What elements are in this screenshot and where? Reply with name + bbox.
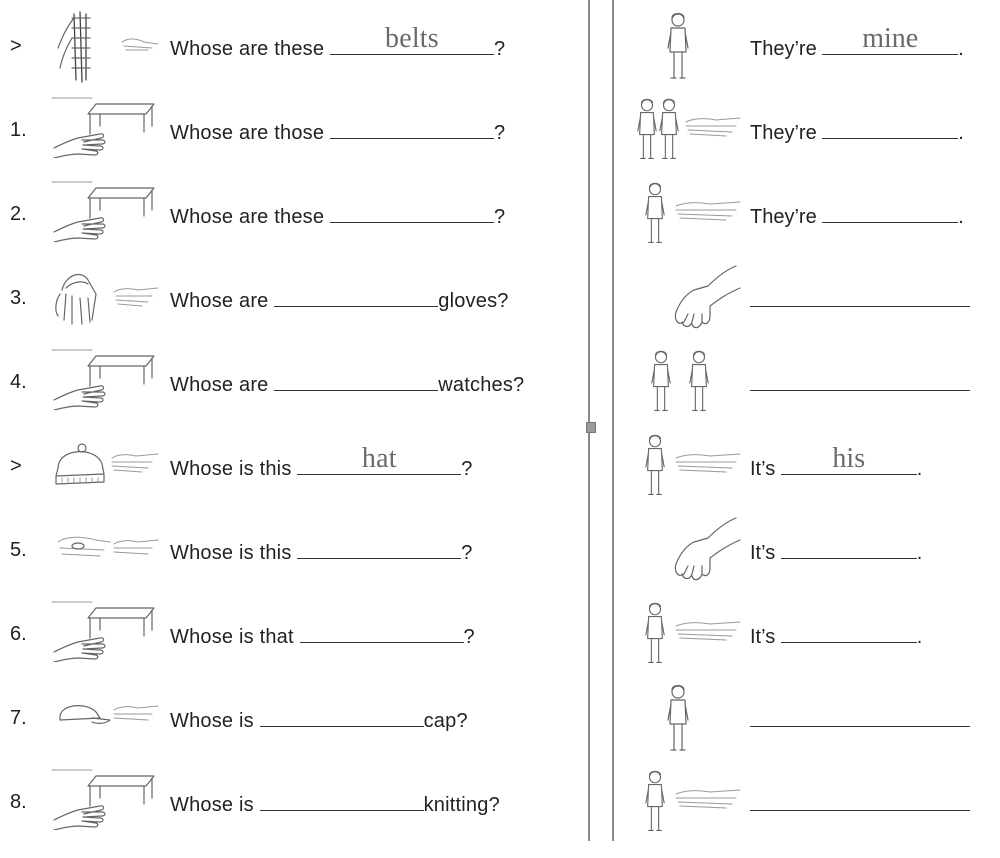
item-number: 1. [10, 119, 27, 141]
answer-blank[interactable] [297, 443, 461, 475]
response [750, 23, 964, 63]
two-girls-icon [636, 92, 746, 177]
item-number: 4. [10, 371, 27, 393]
answer-blank[interactable] [330, 23, 494, 55]
response-text: It’s [750, 542, 781, 564]
response [750, 200, 964, 231]
response-end: . [958, 122, 964, 144]
answer-blank[interactable] [330, 200, 494, 223]
question [170, 368, 524, 399]
response [750, 284, 970, 315]
question [170, 536, 473, 567]
exercise-row [0, 522, 1000, 606]
question-text: Whose are these [170, 38, 330, 60]
item-number: 8. [10, 791, 27, 813]
response-text: They’re [750, 122, 823, 144]
question-end: ? [463, 626, 475, 648]
answer-text: belts [385, 23, 439, 54]
answer-text: hat [361, 443, 397, 474]
response [750, 620, 922, 651]
question [170, 788, 500, 819]
answer-blank[interactable] [260, 788, 424, 811]
pointing-hand-table-icon [52, 764, 162, 849]
question [170, 284, 509, 315]
response-blank[interactable] [781, 443, 917, 475]
response-end: . [958, 206, 964, 228]
question-text: Whose is this [170, 542, 298, 564]
girl-icon [636, 176, 746, 261]
question-end: ? [493, 122, 506, 144]
question [170, 620, 475, 651]
question-end: ? [461, 458, 473, 480]
girl-icon [636, 764, 746, 849]
pointing-hand-table-icon [52, 176, 162, 261]
response [750, 788, 970, 819]
pointing-hand-table-icon [52, 92, 162, 177]
question-end: watches? [438, 374, 525, 396]
answer-blank[interactable] [274, 368, 438, 391]
exercise-row [0, 606, 1000, 690]
response-blank[interactable] [822, 116, 958, 139]
pointing-hand-table-icon [52, 344, 162, 429]
question-text: Whose are those [170, 122, 330, 144]
question-end: ? [461, 542, 473, 564]
belts-icon [52, 8, 162, 93]
response-end: . [916, 626, 923, 648]
question-end: gloves? [438, 290, 509, 312]
question-text: Whose are [170, 290, 275, 312]
question [170, 116, 505, 147]
response-end: . [958, 38, 964, 60]
exercise-row [0, 690, 1000, 774]
answer-blank[interactable] [300, 620, 464, 643]
item-number: 6. [10, 623, 27, 645]
question-text: Whose is [170, 794, 260, 816]
response-blank[interactable] [822, 200, 958, 223]
open-hand-icon [636, 512, 746, 597]
response-blank[interactable] [750, 368, 970, 391]
response-answer: mine [862, 23, 919, 54]
question-text: Whose are [170, 374, 275, 396]
response [750, 368, 970, 399]
question-end: ? [493, 206, 506, 228]
coin-hand-icon [52, 512, 162, 597]
item-number: 2. [10, 203, 27, 225]
item-number: 7. [10, 707, 27, 729]
response [750, 704, 970, 735]
response-blank[interactable] [781, 620, 917, 643]
response-text: It’s [750, 458, 781, 480]
question-text: Whose is [170, 710, 260, 732]
question-text: Whose are these [170, 206, 330, 228]
item-number: > [10, 455, 22, 477]
exercise-row [0, 438, 1000, 522]
response-blank[interactable] [750, 788, 970, 811]
exercise-row [0, 270, 1000, 354]
response-text: They’re [750, 38, 823, 60]
item-number: 5. [10, 539, 27, 561]
girl-pointing-self-icon [636, 680, 746, 765]
two-boys-icon [636, 344, 746, 429]
gloves-icon [52, 260, 162, 345]
response-blank[interactable] [822, 23, 958, 55]
item-number: > [10, 35, 22, 57]
answer-blank[interactable] [297, 536, 461, 559]
response-text: They’re [750, 206, 823, 228]
question-end: ? [493, 38, 506, 60]
question-end: knitting? [423, 794, 500, 816]
response-end: . [916, 542, 923, 564]
answer-blank[interactable] [260, 704, 424, 727]
exercise-row [0, 186, 1000, 270]
response-answer: his [832, 443, 866, 474]
exercise-row [0, 18, 1000, 102]
question-text: Whose is this [170, 458, 298, 480]
response [750, 443, 923, 483]
exercise-row [0, 102, 1000, 186]
question [170, 704, 468, 735]
response [750, 536, 922, 567]
hat-icon [52, 428, 162, 513]
response [750, 116, 964, 147]
pointing-hand-table-icon [52, 596, 162, 681]
boy-icon [636, 428, 746, 513]
question [170, 200, 505, 231]
open-hand-icon [636, 260, 746, 345]
response-blank[interactable] [750, 284, 970, 307]
cap-icon [52, 680, 162, 765]
boy-icon [636, 596, 746, 681]
answer-blank[interactable] [330, 116, 494, 139]
response-blank[interactable] [750, 704, 970, 727]
question [170, 23, 506, 63]
question [170, 443, 473, 483]
response-end: . [916, 458, 923, 480]
response-text: It’s [750, 626, 781, 648]
question-text: Whose is that [170, 626, 300, 648]
girl-pointing-self-icon [636, 8, 746, 93]
item-number: 3. [10, 287, 27, 309]
answer-blank[interactable] [274, 284, 438, 307]
exercise-row [0, 354, 1000, 438]
exercise-row [0, 774, 1000, 858]
response-blank[interactable] [781, 536, 917, 559]
question-end: cap? [423, 710, 468, 732]
